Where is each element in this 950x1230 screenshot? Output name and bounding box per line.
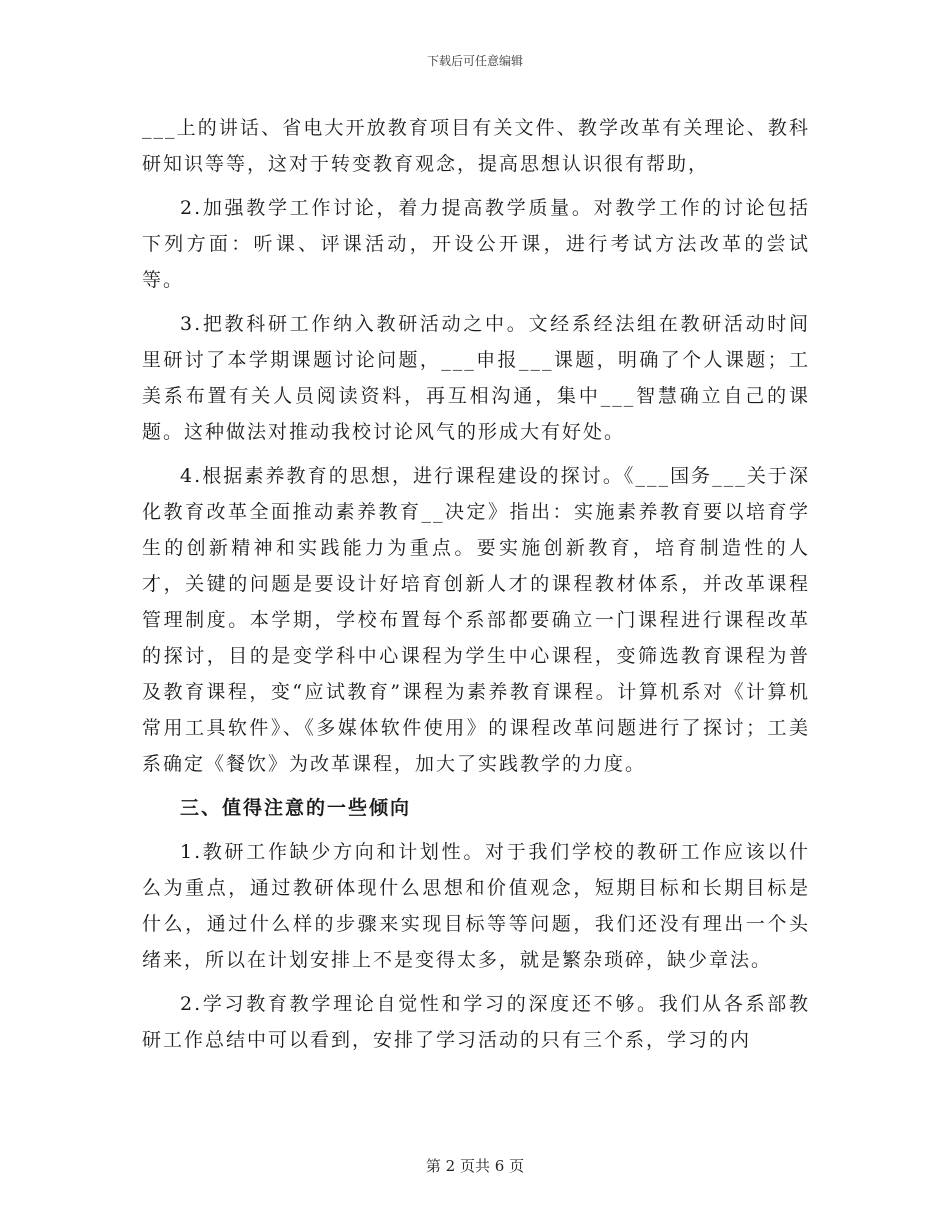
document-body xyxy=(142,110,810,1066)
paragraph-item-3: 3.把教科研工作纳入教研活动之中。文经系经法组在教研活动时间里研讨了本学期课题讨论问题，___申报___课题，明确了个人课题；工美系布置有关人员阅读资料，再互相沟通，集中___智慧确立自己的课题。这种做法对推动我校讨论风气的形成大有好处。 xyxy=(142,313,810,443)
paragraph-tendency-1: 1.教研工作缺少方向和计划性。对于我们学校的教研工作应该以什么为重点，通过教研体现什么思想和价值观念，短期目标和长期目标是什么，通过什么样的步骤来实现目标等等问题，我们还没有理出一个头绪来，所以在计划安排上不是变得太多，就是繁杂琐碎，缺少章法。 xyxy=(142,841,810,971)
paragraph-continued: ___上的讲话、省电大开放教育项目有关文件、教学改革有关理论、教科研知识等等，这对于转变教育观念，提高思想认识很有帮助， xyxy=(142,117,810,175)
page-footer: 第 2 页共 6 页 xyxy=(425,1157,525,1175)
section-heading-3: 三、值得注意的一些倾向 xyxy=(180,797,412,819)
paragraph-item-2: 2.加强教学工作讨论，着力提高教学质量。对教学工作的讨论包括下列方面：听课、评课活动，开设公开课，进行考试方法改革的尝试等。 xyxy=(142,197,810,291)
page-header: 下载后可任意编辑 xyxy=(426,54,523,68)
paragraph-item-4: 4.根据素养教育的思想，进行课程建设的探讨。《___国务___关于深化教育改革全面推动素养教育__决定》指出：实施素养教育要以培育学生的创新精神和实践能力为重点。要实施创新教育，培育制造性的人才，关键的问题是要设计好培育创新人才的课程教材体系，并改革课程管理制度。本学期，学校布置每个系部都要确立一门课程进行课程改革的探讨，目的是变学科中心课程为学生中心课程，变筛选教育课程为普及教育课程，变“应试教育”课程为素养教育课程。计算机系对《计算机常用工具软件》、《多媒体软件使用》的课程改革问题进行了探讨；工美系确定《餐饮》为改革课程，加大了实践教学的力度。 xyxy=(142,465,810,775)
paragraph-tendency-2: 2.学习教育教学理论自觉性和学习的深度还不够。我们从各系部教研工作总结中可以看到，安排了学习活动的只有三个系，学习的内 xyxy=(142,993,810,1051)
